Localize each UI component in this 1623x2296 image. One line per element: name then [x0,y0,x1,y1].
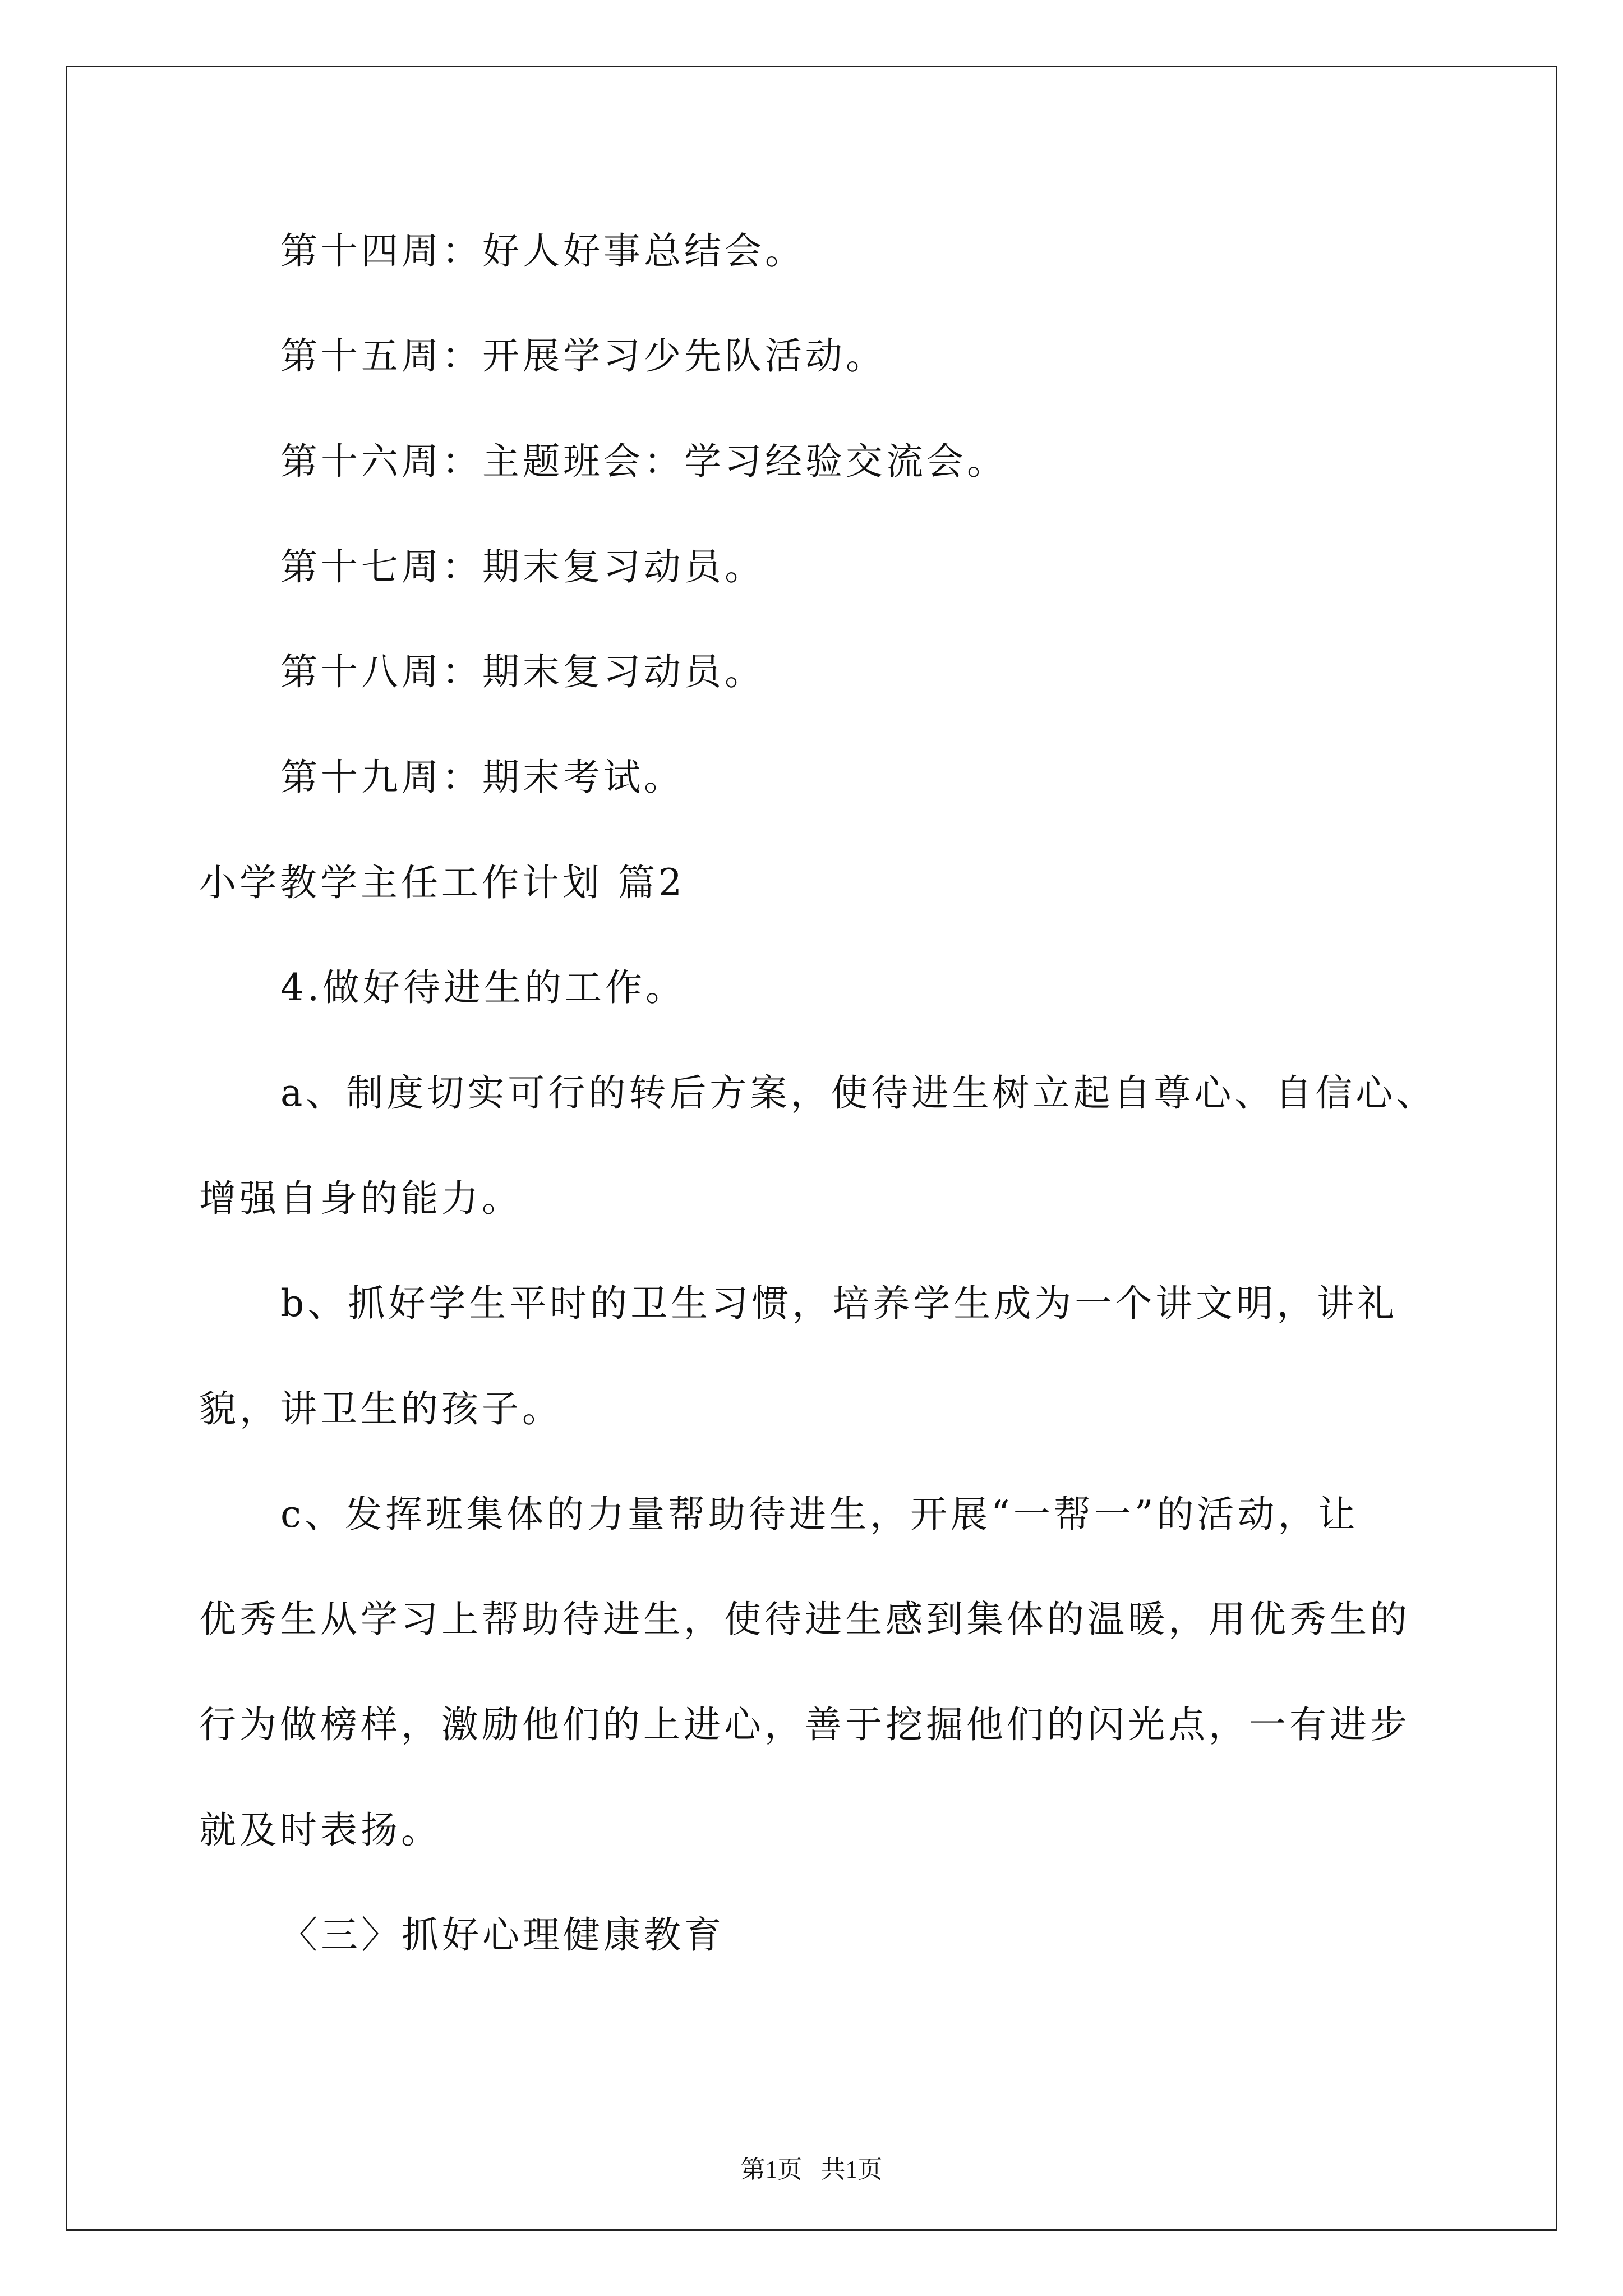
text-line: 貌，讲卫生的孩子。 [199,1387,562,1430]
text-line: 优秀生从学习上帮助待进生，使待进生感到集体的温暖，用优秀生的 [199,1598,1410,1641]
section-heading: 小学教学主任工作计划 篇2 [199,861,685,904]
page-frame [66,66,1557,2231]
text-line: 增强自身的能力。 [199,1177,522,1220]
text-line: 第十七周：期末复习动员。 [280,545,765,588]
text-line: 第十九周：期末考试。 [280,756,684,799]
subsection-heading: 〈三〉抓好心理健康教育 [280,1913,725,1957]
text-line: 第十五周：开展学习少先队活动。 [280,334,886,378]
text-line: 第十六周：主题班会：学习经验交流会。 [280,440,1007,483]
text-line: 4.做好待进生的工作。 [280,966,686,1009]
page-number: 第1页 共1页 [740,2156,883,2183]
text-line: a、制度切实可行的转后方案，使待进生树立起自尊心、自信心、 [280,1071,1437,1115]
text-line: 第十八周：期末复习动员。 [280,650,765,693]
text-line: 第十四周：好人好事总结会。 [280,229,805,273]
text-line: 就及时表扬。 [199,1809,441,1852]
text-line: 行为做榜样，激励他们的上进心，善于挖掘他们的闪光点，一有进步 [199,1703,1410,1746]
text-line: b、抓好学生平时的卫生习惯，培养学生成为一个讲文明，讲礼 [280,1282,1398,1325]
text-line: c、发挥班集体的力量帮助待进生，开展“一帮一”的活动，让 [280,1493,1359,1536]
